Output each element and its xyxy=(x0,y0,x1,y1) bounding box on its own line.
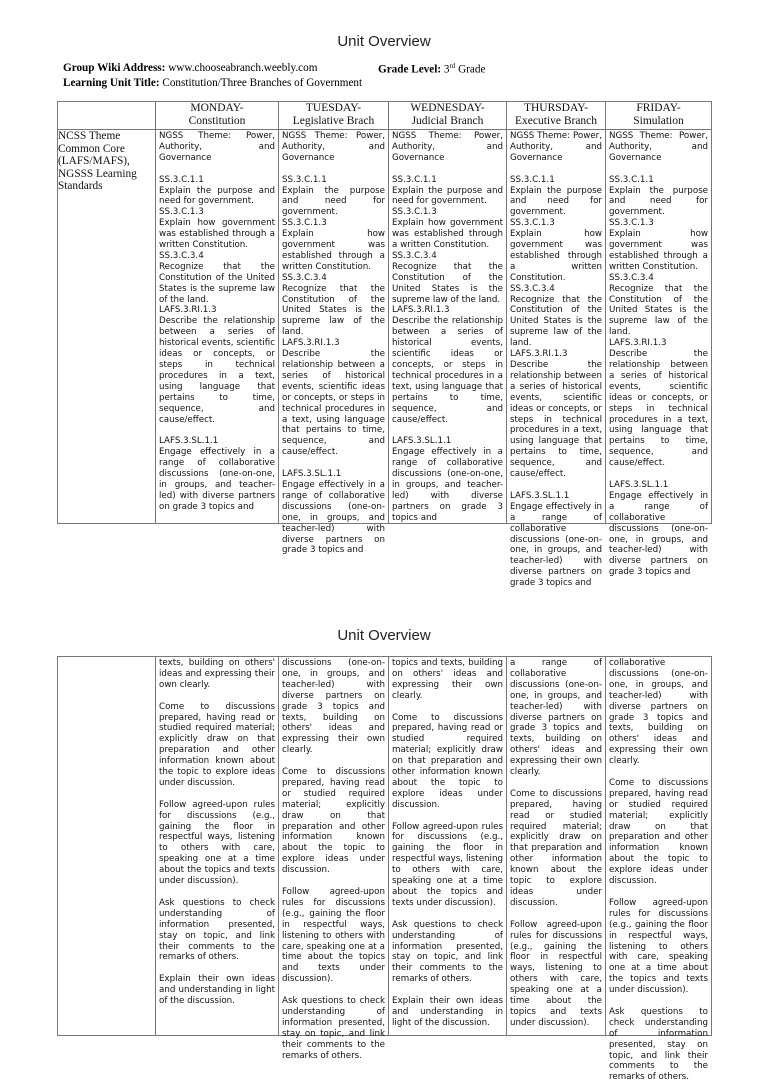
friday-standards-block: SS.3.C.1.1 Explain the purpose and need for government. SS.3.C.1.3 Explain how government was established through a written Constitution. SS.3.C.3.4 Recognize that the Constitution of the United States is the supreme law of the land. LAFS.3.RI.1.3 Describe the relationship between a series of historical events, scientific ideas or concepts, or steps in technical procedures in a text, using language that pertains to time, sequence, and cause/effect. xyxy=(609,174,708,469)
friday-theme: NGSS Theme: Power, Authority, and Governance xyxy=(609,131,708,163)
friday-ask-text: Ask questions to check understanding of information presented, stay on topic, and link their comments to the remarks of others. xyxy=(609,1006,708,1083)
thursday-sl-block: LAFS.3.SL.1.1 Engage effectively in a range of collaborative discussions (one-on-one, in groups, and teacher-led) with diverse partners on grade 3 topics and xyxy=(510,490,602,589)
unit-title-line xyxy=(63,77,362,89)
tuesday-continued-text: discussions (one-on-one, in groups, and teacher-led) with diverse partners on grade 3 topics and texts, building on others' ideas and expressing their own clearly. xyxy=(282,658,385,756)
unit-title: Constitution/Three Branches of Government xyxy=(162,77,363,89)
monday-follow-text: Follow agreed-upon rules for discussions (e.g., gaining the floor in respectful ways, listening to others with care, speaking one at a time about the topics and texts under discussion). xyxy=(159,799,275,887)
thursday-continued-text: a range of collaborative discussions (one-on-one, in groups, and teacher-led) with diverse partners on grade 3 topics and texts, building on others' ideas and expressing their own clearly. xyxy=(510,658,602,778)
grade-label: Grade Level: xyxy=(378,63,442,76)
wiki-address: www.chooseabranch.weebly.com xyxy=(168,62,318,74)
friday-come-text: Come to discussions prepared, having read or studied required material; explicitly draw on that preparation and other information known about the topic to explore ideas under discussion. xyxy=(609,777,708,887)
thursday-standards-cell xyxy=(507,130,606,589)
wednesday-standards-block: SS.3.C.1.1 Explain the purpose and need for government. SS.3.C.1.3 Explain how government was established through a written Constitution. SS.3.C.3.4 Recognize that the Constitution of the United States is the supreme law of the land. LAFS.3.RI.1.3 Describe the relationship between a series of historical events, scientific ideas or concepts, or steps in technical procedures in a text, using language that pertains to time, sequence, and cause/effect. xyxy=(392,174,503,425)
tuesday-ask-text: Ask questions to check understanding of information presented, stay on topic, and link their comments to the remarks of others. xyxy=(282,996,385,1061)
wednesday-cell-continued xyxy=(389,657,507,1036)
tuesday-follow-text: Follow agreed-upon rules for discussions (e.g., gaining the floor in respectful ways, listening to others with care, speaking one at a time about the topics and texts under discussion). xyxy=(282,887,385,985)
tuesday-come-text: Come to discussions prepared, having read or studied required material; explicitly draw on that preparation and other information known about the topic to explore ideas under discussion. xyxy=(282,767,385,876)
grade-level-line xyxy=(378,62,485,76)
monday-cell-continued xyxy=(156,657,279,1036)
monday-come-text: Come to discussions prepared, having read or studied required material; explicitly draw on that preparation and other information known about the topic to explore ideas under discussion. xyxy=(159,701,275,788)
friday-sl-block: LAFS.3.SL.1.1 Engage effectively in a range of collaborative discussions (one-on-one, in groups, and teacher-led) with diverse partners on grade 3 topics and xyxy=(609,479,708,578)
monday-ask-text: Ask questions to check understanding of information presented, stay on topic, and link their comments to the remarks of others. xyxy=(159,897,275,963)
wiki-label: Group Wiki Address: xyxy=(63,62,166,74)
tuesday-standards-block: SS.3.C.1.1 Explain the purpose and need for government. SS.3.C.1.3 Explain how government was established through a written Constitution. SS.3.C.3.4 Recognize that the Constitution of the United States is the supreme law of the land. LAFS.3.RI.1.3 Describe the relationship between a series of historical events, scientific ideas or concepts, or steps in technical procedures in a text, using language that pertains to time, sequence, and cause/effect. xyxy=(282,174,385,458)
monday-explain-text: Explain their own ideas and understanding in light of the discussion. xyxy=(159,974,275,1007)
monday-theme: NGSS Theme: Power, Authority, and Governance xyxy=(159,131,275,163)
thursday-cell-continued xyxy=(507,657,606,1036)
wiki-address-line xyxy=(63,62,317,74)
tuesday-sl-block: LAFS.3.SL.1.1 Engage effectively in a range of collaborative discussions (one-on-one, in groups, and teacher-led) with diverse partners on grade 3 topics and xyxy=(282,469,385,556)
unit-overview-table xyxy=(57,101,712,589)
monday-sl-block: LAFS.3.SL.1.1 Engage effectively in a range of collaborative discussions (one-on-one, in groups, and teacher-led) with diverse partners on grade 3 topics and xyxy=(159,436,275,512)
thursday-standards-block: SS.3.C.1.1 Explain the purpose and need for government. SS.3.C.1.3 Explain how government was established through a written Constitution. SS.3.C.3.4 Recognize that the Constitution of the United States is the supreme law of the land. LAFS.3.RI.1.3 Describe the relationship between a series of historical events, scientific ideas or concepts, or steps in technical procedures in a text, using language that pertains to time, sequence, and cause/effect. xyxy=(510,174,602,480)
wednesday-standards-cell xyxy=(389,130,507,524)
wednesday-sl-block: LAFS.3.SL.1.1 Engage effectively in a range of collaborative discussions (one-on-one, in groups, and teacher-led) with diverse partners on grade 3 topics and xyxy=(392,436,503,523)
friday-cell-continued xyxy=(606,657,712,1083)
friday-header: FRIDAY- Simulation xyxy=(606,102,712,130)
unit-title-label: Learning Unit Title: xyxy=(63,77,160,89)
grade-number: 3 xyxy=(443,63,450,76)
thursday-theme: NGSS Theme: Power, Authority, and Governance xyxy=(510,131,602,163)
unit-overview-table-continued xyxy=(57,656,712,1083)
page-2-title: Unit Overview xyxy=(337,627,431,644)
thursday-follow-text: Follow agreed-upon rules for discussions (e.g., gaining the floor in respectful ways, listening to others with care, speaking one at a time about the topics and texts under discussion). xyxy=(510,919,602,1028)
tuesday-theme: NGSS Theme: Power, Authority, and Governance xyxy=(282,131,385,163)
wednesday-theme: NGSS Theme: Power, Authority, and Governance xyxy=(392,131,503,163)
page-title: Unit Overview xyxy=(337,33,431,50)
grade-word: Grade xyxy=(458,63,486,76)
wednesday-header: WEDNESDAY- Judicial Branch xyxy=(389,102,507,130)
friday-standards-cell xyxy=(606,130,712,578)
wednesday-come-text: Come to discussions prepared, having read or studied required material; explicitly draw on that preparation and other information known about the topic to explore ideas under discussion. xyxy=(392,712,503,810)
monday-standards-cell xyxy=(156,130,279,524)
thursday-header: THURSDAY- Executive Branch xyxy=(507,102,606,130)
thursday-come-text: Come to discussions prepared, having read or studied required material; explicitly draw on that preparation and other information known about the topic to explore ideas under discussion. xyxy=(510,788,602,908)
tuesday-standards-cell xyxy=(279,130,389,556)
monday-header: MONDAY- Constitution xyxy=(156,102,279,130)
standards-row-continued xyxy=(58,657,712,1036)
friday-follow-text: Follow agreed-upon rules for discussions (e.g., gaining the floor in respectful ways, listening to others with care, speaking one at a time about the topics and texts under discussion). xyxy=(609,897,708,996)
page-2 xyxy=(0,600,768,1083)
standards-row-label: NCSS Theme Common Core (LAFS/MAFS), NGSSS Learning Standards xyxy=(58,130,156,524)
header-corner xyxy=(58,102,156,130)
standards-row xyxy=(58,130,712,524)
header-row xyxy=(58,102,712,130)
tuesday-cell-continued xyxy=(279,657,389,1061)
grade-suffix: rd xyxy=(449,62,456,70)
wednesday-explain-text: Explain their own ideas and understanding in light of the discussion. xyxy=(392,996,503,1028)
friday-continued-text: collaborative discussions (one-on-one, in groups, and teacher-led) with diverse partners on grade 3 topics and texts, building on others' ideas and expressing their own clearly. xyxy=(609,658,708,767)
tuesday-header: TUESDAY- Legislative Brach xyxy=(279,102,389,130)
wednesday-ask-text: Ask questions to check understanding of information presented, stay on topic, and link their comments to the remarks of others. xyxy=(392,919,503,985)
wednesday-continued-text: topics and texts, building on others' ideas and expressing their own clearly. xyxy=(392,658,503,701)
wednesday-follow-text: Follow agreed-upon rules for discussions (e.g., gaining the floor in respectful ways, listening to others with care, speaking one at a time about the topics and texts under discussion). xyxy=(392,821,503,908)
monday-standards-block: SS.3.C.1.1 Explain the purpose and need for government. SS.3.C.1.3 Explain how government was established through a written Constitution. SS.3.C.3.4 Recognize that the Constitution of the United States is the supreme law of the land. LAFS.3.RI.1.3 Describe the relationship between a series of historical events, scientific ideas or concepts, or steps in technical procedures in a text, using language that pertains to time, sequence, and cause/effect. xyxy=(159,174,275,425)
standards-row-label-continued xyxy=(58,657,156,1036)
monday-continued-text: texts, building on others' ideas and expressing their own clearly. xyxy=(159,658,275,690)
